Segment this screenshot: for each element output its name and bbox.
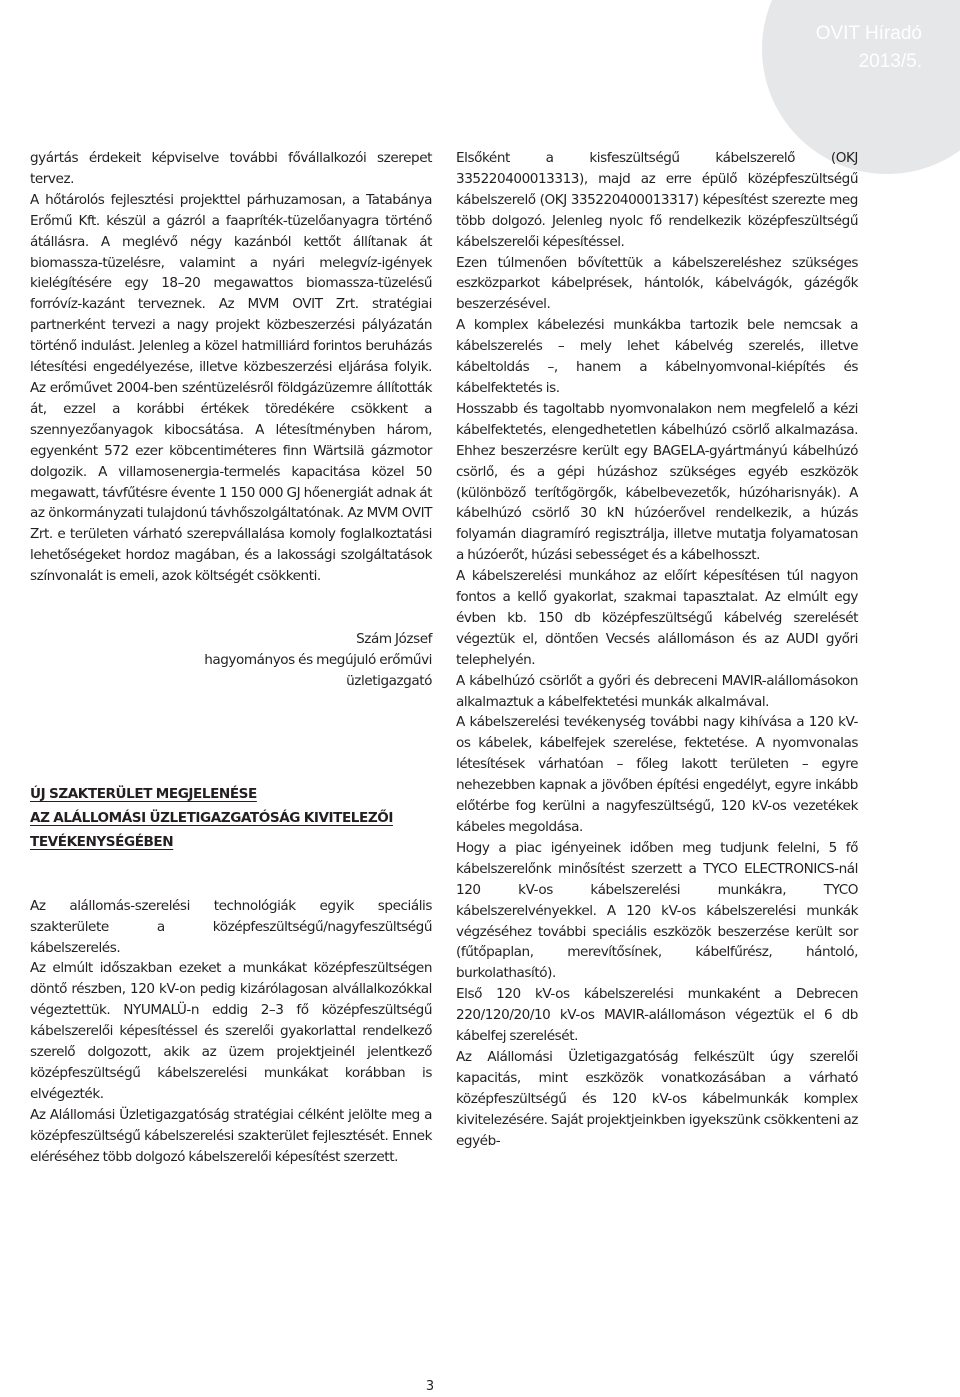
paragraph: Az alállomás-szerelési technológiák egyik speciális szakterülete a középfeszültségű/nagyfeszültségű kábelszerelés. xyxy=(30,897,432,956)
paragraph: A kábelhúzó csörlőt a győri és debreceni MAVIR-alállomásokon alkalmaztuk a kábelfektetési munkák alkalmával. xyxy=(456,672,858,710)
left-column xyxy=(30,148,432,1168)
paragraph: Elsőként a kisfeszültségű kábelszerelő (OKJ 335220400013313), majd az erre épülő középfeszültségű kábelszerelő (OKJ 335220400013317) képesítést szerezte meg több dolgozó. Jelenleg nyolc fő rendelkezik középfeszültségű kábelszerelői képesítéssel. xyxy=(456,150,858,250)
paragraph: Az Alállomási Üzletigazgatóság felkészült úgy szerelői kapacitás, mint eszközök vonatkozásában a várható középfeszültségű és 120 kV-os kábelmunkák komplex kivitelezésére. Saját projektjeinkben igyekszünk csökkenteni az egyéb- xyxy=(456,1048,858,1149)
paragraph: Hogy a piac igényeinek időben meg tudjunk felelni, 5 fő kábelszerelőnk minősítést szerzett a TYCO ELECTRONICS-nál 120 kV-os kábelszerelési munkákra, TYCO kábelszerelvényekkel. A 120 kV-os kábelszerelési munkák végzéséhez további speciális eszközök beszerzése került sor (fűtőpaplan, merevítősínek, kábelfűrész, hántoló, burkolathasító). xyxy=(456,839,858,982)
paragraph: Hosszabb és tagoltabb nyomvonalakon nem megfelelő a kézi kábelfektetés, elengedhetetlen kábelhúzó csörlő alkalmazása. Ehhez beszerzésre került egy BAGELA-gyártmányú kábelhúzó csörlő, és a gépi húzáshoz szükséges egyéb eszközök (különböző terítőgörgők, kábelbevezetők, húzóharisnyák). A kábelhúzó csörlő 30 kN húzóerővel rendelkezik, a húzás folyamán diagramíró regisztrálja, illetve mutatja folyamatosan a húzóerőt, húzási sebességet és a kábelhosszt. xyxy=(456,400,858,564)
paragraph: A kábelszerelési munkához az előírt képesítésen túl nagyon fontos a kellő gyakorlat, szakmai tapasztalat. Az elmúlt egy évben kb. 150 db középfeszültségű kábelvég szerelését végeztük el, döntően Vecsés alállomáson és az AUDI győri telephelyén. xyxy=(456,568,858,668)
paragraph: Első 120 kV-os kábelszerelési munkaként a Debrecen 220/120/20/10 kV-os MAVIR-alállomáson végeztük el 6 db kábelfej szerelését. xyxy=(456,986,858,1045)
author-signature xyxy=(30,629,432,692)
section-heading-line: TEVÉKENYSÉGÉBEN xyxy=(30,833,174,850)
paragraph: Az elmúlt időszakban ezeket a munkákat középfeszültségen döntő részben, 120 kV-on pedig kizárólagosan alvállalkozókkal végeztettük. NYUMALÜ-n eddig 2–3 fő középfeszültségű kábelszerelői képesítéssel és szerelői gyakorlattal rendelkező szerelő dolgozott, akik az üzem projektjeinél jelentkező középfeszültségű kábelszerelési munkákat korábban is elvégezték. xyxy=(30,960,432,1102)
section-heading-line: ÚJ SZAKTERÜLET MEGJELENÉSE xyxy=(30,785,257,802)
author-role: üzletigazgató xyxy=(346,672,432,689)
issue-number: 2013/5. xyxy=(858,51,922,72)
publication-name: OVIT Híradó xyxy=(815,23,922,44)
page-number: 3 xyxy=(425,1379,435,1394)
paragraph: A komplex kábelezési munkákba tartozik bele nemcsak a kábelszerelés – mely lehet kábelvég szerelés, illetve kábeltoldás –, hanem a kábelnyomvonal-kiépítés és kábelfektetés is. xyxy=(456,317,858,396)
section-heading-line: AZ ALÁLLOMÁSI ÜZLETIGAZGATÓSÁG KIVITELEZŐI xyxy=(30,809,393,826)
paragraph: A kábelszerelési tevékenység további nagy kihívása a 120 kV-os kábelek, kábelfejek szerelése, fektetése. A nyomvonalas létesítések várhatóan – főleg lakott területen – egyre nehezebben kapnak a jövőben építési engedélyt, egyre inkább előtérbe fog kerülni a nagyfeszültségű, 120 kV-os vezetékek kábeles megoldása. xyxy=(456,714,858,835)
paragraph: Ezen túlmenően bővítettük a kábelszereléshez szükséges eszközparkot kábelprések, hántolók, kábelvágók, gázégők beszerzésével. xyxy=(456,254,858,313)
spacer xyxy=(30,854,432,875)
running-header xyxy=(816,20,922,76)
spacer xyxy=(30,875,432,896)
author-role: hagyományos és megújuló erőművi xyxy=(204,651,432,668)
paragraph: A hőtárolós fejlesztési projekttel párhuzamosan, a Tatabánya Erőmű Kft. készül a gázról a faapríték-tüzelőanyagra történő átállásra. A meglévő négy kazánból kettőt állítanak át biomassza-tüzelésre, valamint a nyári melegvíz-igények kielégítésére egy 18–20 megawattos biomassza-tüzelésű forróvíz-kazánt terveznek. Az MVM OVIT Zrt. stratégiai partnerként tervezi a nagy projekt közbeszerzési pályázatán történő indulást. Jelenleg a közel hatmilliárd forintos beruházás létesítési engedélyezése, illetve közbeszerzési eljárása folyik. Az erőművet 2004-ben széntüzelésről földgázüzemre állították át, ezzel a korábbi értékek töredékére csökkent a szennyezőanyagok kibocsátása. A létesítményben három, egyenként 572 ezer köbcentiméteres finn Wärtsilä gázmotor dolgozik. A villamosenergia-termelés kapacitása közel 50 megawatt, távfűtésre évente 1 150 000 GJ hőenergiát adnak át az önkormányzati tulajdonú távhőszolgáltatónak. Az MVM OVIT Zrt. e területen várható szerepvállalása komoly foglalkoztatási lehetőségeket hordoz magában, és a lakossági szolgáltatások színvonalát is emeli, azok költségét csökkenti. xyxy=(30,191,432,585)
paragraph: gyártás érdekeit képviselve további fővállalkozói szerepet tervez. xyxy=(30,150,432,187)
section-heading xyxy=(30,782,432,854)
paragraph: Az Alállomási Üzletigazgatóság stratégiai célként jelölte meg a középfeszültségű kábelszerelési szakterület fejlesztését. Ennek eléréséhez több dolgozó kábelszerelői képesítést szerzett. xyxy=(30,1106,432,1165)
author-name: Szám József xyxy=(356,631,432,648)
right-column xyxy=(456,148,858,1152)
